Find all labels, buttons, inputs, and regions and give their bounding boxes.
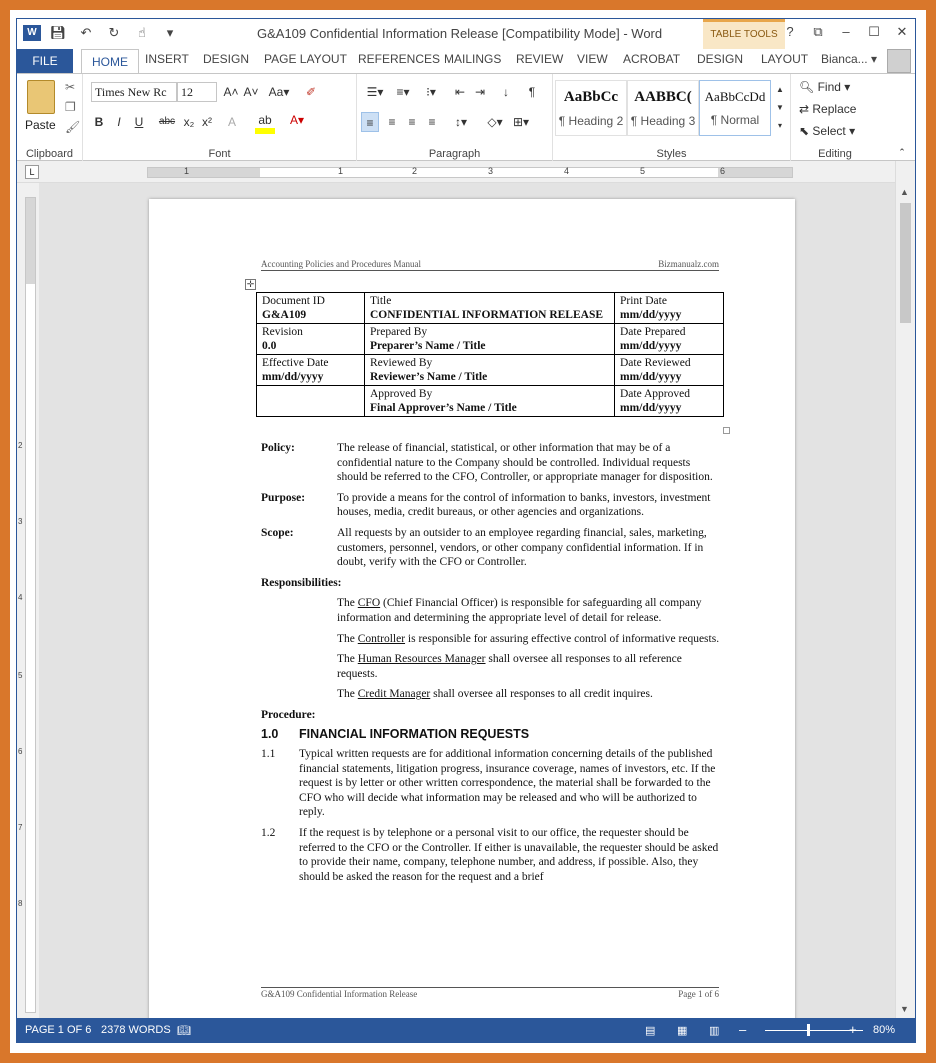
page-footer <box>261 987 719 999</box>
ruler-number: 6 <box>18 747 23 756</box>
table-cell[interactable] <box>257 293 365 324</box>
document-body[interactable] <box>261 441 721 890</box>
item-number: 1.2 <box>261 827 276 840</box>
styles-scroll-down-icon[interactable]: ▼ <box>776 103 784 112</box>
scroll-thumb[interactable] <box>900 203 911 323</box>
resp-post: shall oversee all responses to all reference requests. <box>337 653 682 680</box>
cut-icon[interactable]: ✂ <box>65 80 76 94</box>
scroll-down-icon[interactable]: ▼ <box>900 1004 909 1014</box>
cell-label: Revision <box>262 326 303 338</box>
minimize-icon[interactable]: – <box>842 24 850 39</box>
ruler-number: 4 <box>18 593 23 602</box>
ruler-number: 1 <box>184 166 190 176</box>
replace-button[interactable] <box>799 102 856 116</box>
align-left-icon[interactable]: ≡ <box>361 112 379 132</box>
table-cell[interactable] <box>615 324 724 355</box>
ruler-number: 8 <box>18 899 23 908</box>
superscript-button[interactable]: x² <box>202 115 212 129</box>
cell-label: Date Approved <box>620 388 690 400</box>
highlight-icon[interactable]: ab <box>258 113 272 127</box>
cell-label: Date Reviewed <box>620 357 691 369</box>
multilevel-list-icon[interactable]: ⁝▾ <box>426 85 436 99</box>
text-effects-icon[interactable]: A <box>227 115 236 129</box>
table-cell[interactable] <box>615 293 724 324</box>
styles-scroll-up-icon[interactable]: ▲ <box>776 85 784 94</box>
numbering-icon[interactable]: ≡▾ <box>396 85 410 99</box>
quick-access-toolbar <box>47 23 181 43</box>
select-button[interactable] <box>799 124 855 138</box>
header-left: Accounting Policies and Procedures Manual <box>261 259 421 269</box>
borders-icon[interactable]: ⊞▾ <box>512 115 530 129</box>
touch-mode-icon[interactable]: ☝︎ <box>138 25 146 40</box>
cell-value: Preparer’s Name / Title <box>370 340 486 352</box>
styles-more-icon[interactable]: ▾ <box>777 121 782 130</box>
zoom-level[interactable]: 80% <box>873 1024 896 1036</box>
ribbon-home <box>17 73 915 161</box>
table-row <box>257 324 724 355</box>
shrink-font-icon[interactable]: A˅ <box>243 85 259 99</box>
align-center-icon[interactable]: ≡ <box>388 115 396 129</box>
table-row <box>257 293 724 324</box>
style-heading-2[interactable] <box>555 80 627 136</box>
select-label: Select ▾ <box>812 124 856 138</box>
resp-role: CFO <box>357 597 381 610</box>
word-app-icon[interactable]: W <box>23 25 41 41</box>
page-count[interactable]: PAGE 1 OF 6 <box>25 1024 92 1036</box>
group-clipboard <box>17 74 83 162</box>
style-name: ¶ Normal <box>710 113 760 127</box>
ruler-left-margin <box>148 168 260 177</box>
policy-section <box>261 441 721 485</box>
tab-mailings[interactable]: MAILINGS <box>444 52 502 66</box>
tab-table-layout[interactable]: LAYOUT <box>761 52 809 66</box>
save-icon[interactable]: 💾︎ <box>49 25 67 40</box>
resp-pre: The <box>337 688 358 701</box>
policy-text: The release of financial, statistical, or other information that may be of a confidential nature to the Company should be controlled. Individual requests should be referred to the CFO, Controller, or appropriate manager for disposition. <box>337 442 713 484</box>
table-cell[interactable] <box>257 324 365 355</box>
style-name: ¶ Heading 2 <box>558 114 624 128</box>
cell-value: mm/dd/yyyy <box>262 371 324 383</box>
horizontal-ruler[interactable] <box>17 161 915 183</box>
title-bar <box>17 19 915 49</box>
resp-role: Human Resources Manager <box>357 653 486 666</box>
close-icon[interactable]: ✕ <box>896 24 908 39</box>
replace-icon: ⇄ <box>799 102 813 116</box>
format-painter-icon[interactable]: 🖌︎ <box>65 120 81 134</box>
ruler-number: 1 <box>338 166 344 176</box>
clear-formatting-icon[interactable]: ✐ <box>305 85 317 99</box>
group-editing <box>791 74 879 162</box>
item-text: Typical written requests are for additional information concerning details of the published financial statements, litigation progress, insurance coverage, names of investors, etc. If the request is by letter or other written correspondence, the material shall be forwarded to the CFO who will decide what information may be released and who will be authorized to reply. <box>299 748 716 819</box>
footer-left: G&A109 Confidential Information Release <box>261 989 418 999</box>
find-button[interactable] <box>799 80 850 94</box>
header-right: Bizmanualz.com <box>658 259 719 269</box>
find-label: Find ▾ <box>817 80 851 94</box>
redo-icon[interactable]: ↻ <box>108 25 120 40</box>
decrease-indent-icon[interactable]: ⇤ <box>454 85 466 99</box>
table-cell[interactable] <box>365 324 615 355</box>
shading-icon[interactable]: ◇▾ <box>487 115 503 129</box>
table-row <box>257 355 724 386</box>
paste-icon[interactable] <box>27 80 55 114</box>
scope-text: All requests by an outsider to an employee regarding financial, sales, marketing, customers, personnel, vendors, or other company confidential information. If in doubt, verify with the CFO or Controller. <box>337 526 707 569</box>
cell-label: Effective Date <box>262 357 329 369</box>
cell-value: mm/dd/yyyy <box>620 309 682 321</box>
procedure-label: Procedure: <box>261 708 316 721</box>
cell-label: Prepared By <box>370 326 428 338</box>
document-canvas[interactable] <box>39 183 897 1018</box>
zoom-in-button[interactable]: + <box>849 1022 857 1037</box>
justify-icon[interactable]: ≡ <box>428 115 436 129</box>
resp-role: Credit Manager <box>357 688 431 701</box>
responsibility-controller <box>337 632 721 647</box>
ruler-top-margin <box>26 198 35 284</box>
window-title: G&A109 Confidential Information Release [Compatibility Mode] - Word <box>257 26 663 41</box>
collapse-ribbon-icon[interactable]: ⌃ <box>898 147 906 157</box>
tab-insert[interactable]: INSERT <box>145 52 189 66</box>
cell-label: Document ID <box>262 295 325 307</box>
ruler-number: 3 <box>18 517 23 526</box>
italic-button[interactable]: I <box>117 115 121 129</box>
document-page[interactable] <box>149 199 795 1018</box>
page-header <box>261 259 719 271</box>
policy-label: Policy: <box>261 442 295 454</box>
font-size-input[interactable]: 12 <box>177 82 217 102</box>
copy-icon[interactable]: ❐ <box>65 100 76 114</box>
zoom-out-button[interactable]: – <box>739 1022 747 1037</box>
responsibilities-label: Responsibilities: <box>261 576 342 589</box>
cell-value: Final Approver’s Name / Title <box>370 402 517 414</box>
ribbon-display-icon[interactable]: ⧉ <box>813 24 823 39</box>
cell-label: Approved By <box>370 388 433 400</box>
document-meta-table[interactable] <box>256 292 724 417</box>
status-bar <box>17 1018 915 1043</box>
tab-design[interactable]: DESIGN <box>203 52 250 66</box>
section-title: FINANCIAL INFORMATION REQUESTS <box>299 726 530 741</box>
ruler-number: 4 <box>564 166 570 176</box>
ruler-number: 5 <box>640 166 646 176</box>
resp-pre: The <box>337 632 358 645</box>
ribbon-tabs <box>17 49 915 73</box>
print-layout-icon[interactable]: ▦ <box>677 1025 688 1037</box>
window-controls <box>783 24 909 40</box>
increase-indent-icon[interactable]: ⇥ <box>474 85 486 99</box>
subscript-button[interactable]: x₂ <box>183 115 195 129</box>
footer-right: Page 1 of 6 <box>678 989 719 999</box>
table-cell[interactable] <box>257 386 365 417</box>
table-resize-handle[interactable] <box>723 427 730 434</box>
resp-post: shall oversee all responses to all credit inquires. <box>430 688 653 701</box>
section-number: 1.0 <box>261 726 279 741</box>
paste-button[interactable]: Paste <box>25 118 56 132</box>
user-account[interactable]: Bianca... ▾ <box>820 52 877 66</box>
web-layout-icon[interactable]: ▥ <box>709 1025 720 1037</box>
resp-role: Controller <box>357 632 406 645</box>
tab-file[interactable]: FILE <box>17 49 73 73</box>
undo-icon[interactable]: ↶ <box>80 25 92 40</box>
vertical-scrollbar[interactable] <box>895 161 915 1018</box>
style-sample: AaBbCcDd <box>704 89 766 104</box>
bold-button[interactable]: B <box>94 115 104 129</box>
responsibility-cfo <box>337 596 721 625</box>
group-paragraph <box>357 74 553 162</box>
styles-label: Styles <box>656 148 687 160</box>
ruler-bar-vertical <box>25 197 36 1013</box>
replace-label: Replace <box>812 102 857 116</box>
strikethrough-button[interactable]: abc <box>158 116 176 127</box>
font-label: Font <box>208 148 231 160</box>
table-cell[interactable] <box>365 293 615 324</box>
read-mode-icon[interactable]: ▤ <box>645 1025 656 1037</box>
font-name-input[interactable]: Times New Rc <box>91 82 177 102</box>
bullets-icon[interactable]: ☰▾ <box>366 85 384 99</box>
proofing-icon[interactable]: 📖︎ <box>177 1025 191 1037</box>
cell-value: 0.0 <box>262 340 277 352</box>
ruler-number: 5 <box>18 671 23 680</box>
group-styles <box>553 74 791 162</box>
show-hide-icon[interactable]: ¶ <box>528 85 536 99</box>
table-cell[interactable] <box>615 355 724 386</box>
word-window <box>16 18 916 1043</box>
avatar[interactable] <box>887 49 911 73</box>
style-heading-3[interactable] <box>627 80 699 136</box>
cell-value: mm/dd/yyyy <box>620 371 682 383</box>
table-cell[interactable] <box>615 386 724 417</box>
style-sample: AABBC( <box>634 89 692 105</box>
tab-review[interactable]: REVIEW <box>516 52 564 66</box>
group-font <box>83 74 357 162</box>
ruler-number: 6 <box>720 166 726 176</box>
tab-selector-icon[interactable]: L <box>25 165 39 179</box>
procedure-item <box>261 747 721 820</box>
ruler-number: 7 <box>18 823 23 832</box>
table-move-handle-icon[interactable]: ✛ <box>246 279 255 289</box>
responsibility-hr-manager <box>337 652 721 681</box>
tab-home[interactable]: HOME <box>81 49 139 74</box>
table-cell[interactable] <box>257 355 365 386</box>
resp-post: is responsible for assuring effective control of informative requests. <box>405 632 720 645</box>
sort-icon[interactable]: ↓ <box>503 85 509 99</box>
vertical-ruler[interactable] <box>17 183 39 1018</box>
item-text: If the request is by telephone or a personal visit to our office, the requester should be referred to the CFO or the Controller. If either is unavailable, the requester should be asked to provide their name, company, telephone number, and address, if possible. Also, they should be asked the reason for the request and a brief <box>299 827 719 883</box>
scope-section <box>261 526 721 570</box>
ruler-number: 2 <box>412 166 418 176</box>
customize-qat-icon[interactable]: ▾ <box>166 25 174 40</box>
ruler-number: 2 <box>18 441 23 450</box>
scroll-up-icon[interactable]: ▲ <box>900 187 909 197</box>
font-color-icon[interactable]: A▾ <box>289 113 305 127</box>
tab-table-design[interactable]: DESIGN <box>697 52 744 66</box>
line-spacing-icon[interactable]: ↕▾ <box>454 115 468 129</box>
table-cell[interactable] <box>365 355 615 386</box>
responsibility-credit-manager <box>337 687 721 702</box>
ruler-bar <box>147 167 793 178</box>
purpose-section <box>261 491 721 520</box>
table-cell[interactable] <box>365 386 615 417</box>
tab-view[interactable]: VIEW <box>577 52 608 66</box>
cell-value: mm/dd/yyyy <box>620 402 682 414</box>
table-row <box>257 386 724 417</box>
cell-value: G&A109 <box>262 309 307 321</box>
change-case-icon[interactable]: Aa▾ <box>268 85 290 99</box>
cell-value: CONFIDENTIAL INFORMATION RELEASE <box>370 309 604 321</box>
style-name: ¶ Heading 3 <box>630 114 696 128</box>
style-normal[interactable] <box>699 80 771 136</box>
paragraph-label: Paragraph <box>428 148 481 160</box>
scope-label: Scope: <box>261 526 294 539</box>
cell-label: Print Date <box>620 295 667 307</box>
cell-label: Title <box>370 295 392 307</box>
resp-post: (Chief Financial Officer) is responsible for safeguarding all company information and determining the appropriate level of detail for release. <box>337 597 702 624</box>
purpose-label: Purpose: <box>261 491 306 504</box>
editing-label: Editing <box>818 148 852 160</box>
item-number: 1.1 <box>261 748 276 761</box>
resp-pre: The <box>337 597 358 610</box>
table-tools-label: TABLE TOOLS <box>703 19 785 49</box>
select-icon: ⬉ <box>799 124 813 138</box>
tab-page-layout[interactable]: PAGE LAYOUT <box>264 52 347 66</box>
cell-label: Reviewed By <box>370 357 433 369</box>
grow-font-icon[interactable]: A˄ <box>223 85 239 99</box>
cell-value: mm/dd/yyyy <box>620 340 682 352</box>
help-icon[interactable]: ? <box>786 24 794 39</box>
resp-pre: The <box>337 653 358 666</box>
ruler-right-margin <box>718 168 792 177</box>
find-icon: 🔍︎ <box>799 80 818 94</box>
cell-label: Date Prepared <box>620 326 686 338</box>
tab-acrobat[interactable]: ACROBAT <box>623 52 681 66</box>
purpose-text: To provide a means for the control of information to banks, investors, investment houses, media, credit bureaus, or other agencies and organizations. <box>337 491 711 519</box>
ruler-number: 3 <box>488 166 494 176</box>
underline-button[interactable]: U <box>134 115 144 129</box>
word-count[interactable]: 2378 WORDS <box>101 1024 171 1036</box>
align-right-icon[interactable]: ≡ <box>408 115 416 129</box>
clipboard-label: Clipboard <box>25 148 74 160</box>
maximize-icon[interactable]: ☐ <box>868 24 880 39</box>
cell-value: Reviewer’s Name / Title <box>370 371 488 383</box>
style-sample: AaBbCc <box>563 89 619 105</box>
zoom-slider-knob[interactable] <box>807 1024 810 1036</box>
tab-references[interactable]: REFERENCES <box>358 52 441 66</box>
procedure-item <box>261 826 721 884</box>
section-heading <box>261 727 721 742</box>
